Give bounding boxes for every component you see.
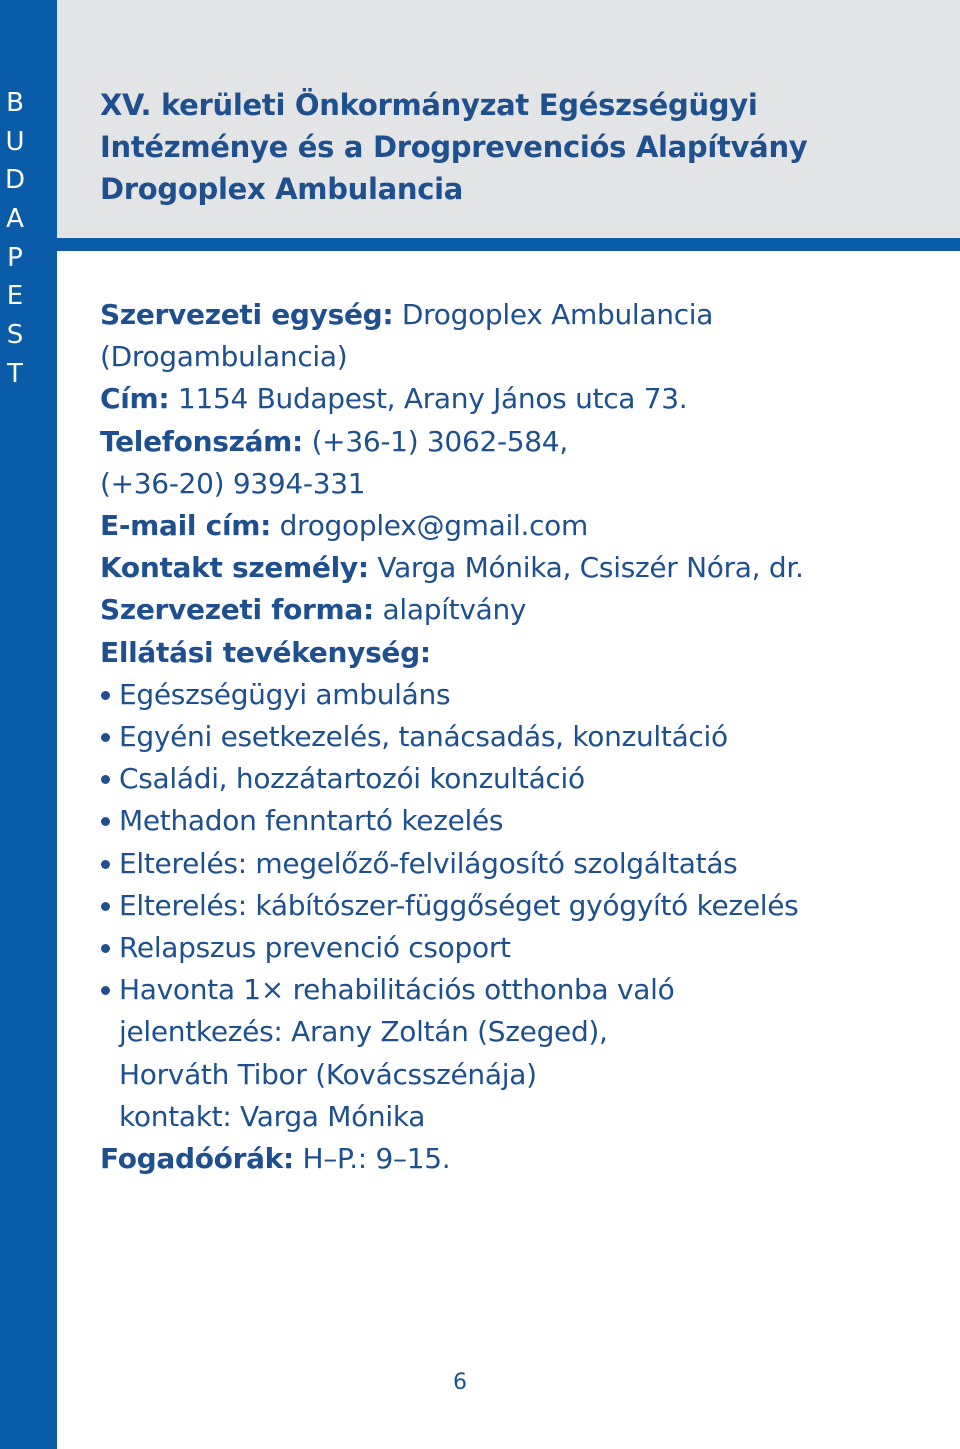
sidebar-letter: D xyxy=(4,165,26,196)
sidebar-letter: E xyxy=(6,281,24,312)
list-item xyxy=(100,758,930,800)
activity-heading: Ellátási tevékenység: xyxy=(100,635,431,669)
email-row xyxy=(100,505,930,547)
form-value: alapítvány xyxy=(382,593,527,627)
sidebar-letter: S xyxy=(6,320,24,351)
sidebar-letter: B xyxy=(6,88,24,118)
unit-row xyxy=(100,294,930,336)
address-row xyxy=(100,378,930,420)
activity-list xyxy=(100,674,930,1138)
hours-label: Fogadóórák: xyxy=(100,1142,294,1176)
contact-value: Varga Mónika, Csiszér Nóra, dr. xyxy=(377,551,804,585)
list-item-text: Relapszus prevenció csoport xyxy=(119,931,511,965)
list-item xyxy=(100,927,930,969)
form-row xyxy=(100,589,930,631)
organization-details xyxy=(100,294,930,1180)
list-item xyxy=(100,969,930,1138)
title-line: Drogoplex Ambulancia xyxy=(100,172,464,206)
title-line: Intézménye és a Drogprevenciós Alapítvány xyxy=(100,130,808,164)
list-item-text: Egészségügyi ambuláns xyxy=(119,677,451,711)
hours-value: H–P.: 9–15. xyxy=(302,1142,451,1176)
title-line: XV. kerületi Önkormányzat Egészségügyi xyxy=(100,88,758,122)
list-item-text: Havonta 1× rehabilitációs otthonba való jelentkezés: Arany Zoltán (Szeged), Horváth Tibor (Kovácsszénája) kontakt: Varga Mónika xyxy=(119,973,675,1133)
header-divider xyxy=(57,238,960,251)
list-item-text: Egyéni esetkezelés, tanácsadás, konzultáció xyxy=(119,720,728,754)
sidebar-letter: A xyxy=(6,204,24,235)
phone-value-cont: (+36-20) 9394-331 xyxy=(100,466,366,500)
phone-row xyxy=(100,421,930,463)
sidebar-city-letters xyxy=(0,84,30,394)
sidebar-letter: P xyxy=(7,242,23,273)
unit-value: Drogoplex Ambulancia xyxy=(401,298,714,331)
list-item-text: Családi, hozzátartozói konzultáció xyxy=(119,762,585,796)
list-item xyxy=(100,800,930,842)
list-item-text: Elterelés: kábítószer-függőséget gyógyító kezelés xyxy=(119,888,799,922)
form-label: Szervezeti forma: xyxy=(100,593,374,627)
phone-label: Telefonszám: xyxy=(100,424,303,458)
contact-label: Kontakt személy: xyxy=(100,551,369,585)
list-item xyxy=(100,885,930,927)
contact-row xyxy=(100,547,930,589)
email-value: drogoplex@gmail.com xyxy=(279,509,588,543)
list-item-text: Methadon fenntartó kezelés xyxy=(119,804,504,838)
list-item-text: Elterelés: megelőző-felvilágosító szolgáltatás xyxy=(119,846,738,880)
page-title xyxy=(100,84,807,210)
sidebar-letter: U xyxy=(5,126,25,157)
address-label: Cím: xyxy=(100,382,170,416)
hours-row xyxy=(100,1138,930,1180)
list-item xyxy=(100,843,930,885)
email-label: E-mail cím: xyxy=(100,509,272,543)
sidebar-letter: T xyxy=(7,358,23,389)
list-item xyxy=(100,716,930,758)
sidebar-band xyxy=(0,0,57,1449)
page-number: 6 xyxy=(453,1370,467,1395)
unit-value-cont: (Drogambulancia) xyxy=(100,340,348,374)
list-item xyxy=(100,674,930,716)
address-value: 1154 Budapest, Arany János utca 73. xyxy=(177,382,688,416)
unit-label: Szervezeti egység: xyxy=(100,298,394,331)
phone-value: (+36-1) 3062-584, xyxy=(311,424,568,458)
